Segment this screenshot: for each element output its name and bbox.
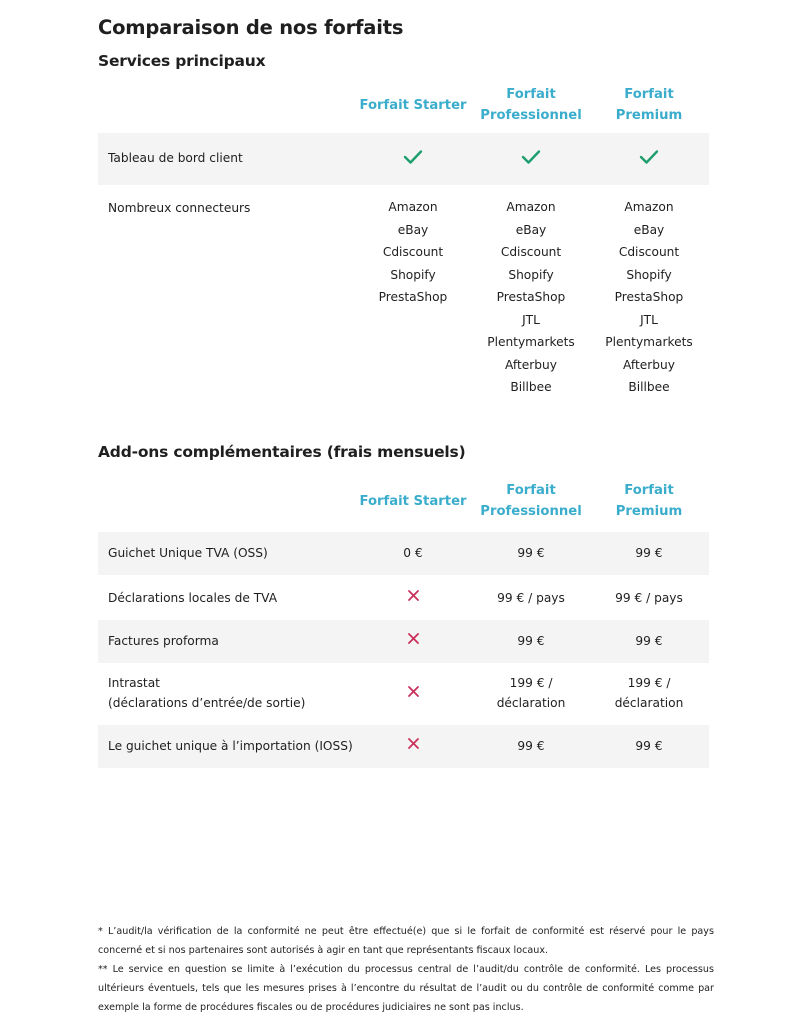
list-item: Cdiscount [618, 245, 680, 259]
addons-table [98, 476, 709, 776]
cell-professionnel: 99 € / pays [497, 591, 565, 605]
cell-starter [354, 684, 472, 704]
row-label: Déclarations locales de TVA [108, 591, 278, 605]
table-row-local-vat [98, 576, 709, 619]
check-icon [521, 149, 541, 165]
page-title: Comparaison de nos forfaits [98, 16, 404, 39]
list-item: eBay [633, 222, 665, 237]
cross-icon [407, 685, 420, 698]
row-label [108, 673, 305, 713]
cell-premium [590, 673, 708, 713]
row-label-line: Intrastat [108, 676, 160, 690]
row-label: Tableau de bord client [108, 151, 243, 165]
list-item: PrestaShop [496, 290, 566, 304]
cell-line: déclaration [496, 696, 566, 710]
list-item: Shopify [390, 267, 436, 282]
cell-premium [590, 149, 708, 171]
row-label: Factures proforma [108, 634, 219, 648]
list-item: Plentymarkets [605, 335, 693, 349]
cell-starter [354, 588, 472, 608]
cell-starter [354, 736, 472, 756]
table-row-oss [98, 532, 709, 575]
list-item: JTL [640, 312, 658, 327]
list-item: PrestaShop [378, 290, 448, 304]
list-item: Afterbuy [623, 357, 675, 372]
cell-starter [354, 631, 472, 651]
row-label: Guichet Unique TVA (OSS) [108, 546, 268, 560]
cell-starter: 0 € [403, 546, 423, 560]
list-item: Billbee [628, 380, 670, 394]
cell-starter [354, 149, 472, 171]
cell-premium: 99 € / pays [615, 591, 683, 605]
check-icon [403, 149, 423, 165]
list-item: JTL [522, 312, 540, 327]
list-item: Shopify [508, 267, 554, 282]
column-header-starter: Forfait Starter [359, 97, 467, 113]
cell-professionnel: 99 € [517, 546, 545, 560]
footnotes [98, 922, 714, 1017]
table-row-dashboard [98, 133, 709, 185]
cell-line: 199 € / [509, 676, 553, 690]
cross-icon [407, 589, 420, 602]
table-row-proforma [98, 620, 709, 663]
section-title-addons: Add-ons complémentaires (frais mensuels) [98, 443, 466, 461]
column-header-professionnel: Forfait Professionnel [480, 87, 582, 123]
list-item: Cdiscount [382, 245, 444, 259]
cross-icon [407, 632, 420, 645]
column-header-premium: Forfait Premium [615, 87, 683, 123]
cell-premium-connectors [590, 196, 708, 399]
cell-line: 199 € / [627, 676, 671, 690]
column-header-premium: Forfait Premium [615, 483, 683, 519]
footnote-1: * L’audit/la vérification de la conformité ne peut être effectué(e) que si le forfait de conformité est réservé pour le pays concerné et si nos partenaires sont autorisés à agir en tant que représentants fiscaux locaux. [98, 926, 714, 956]
list-item: eBay [515, 222, 547, 237]
row-label: Nombreux connecteurs [108, 201, 251, 215]
list-item: Amazon [506, 200, 556, 214]
cell-professionnel [472, 673, 590, 713]
list-item: PrestaShop [614, 290, 684, 304]
table-row-intrastat [98, 664, 709, 724]
cell-premium: 99 € [635, 634, 663, 648]
footnote-2: ** Le service en question se limite à l’exécution du processus central de l’audit/du contrôle de conformité. Les processus ultérieurs éventuels, tels que les mesures prises à l’encontre du résultat de l’audit ou du contrôle de conformité comme par exemple la forme de procédures fiscales ou de procédures judiciaires ne sont pas inclus. [98, 964, 714, 1013]
cell-professionnel: 99 € [517, 634, 545, 648]
cell-starter-connectors [354, 196, 472, 309]
row-label-line: (déclarations d’entrée/de sortie) [108, 696, 306, 710]
section-title-services: Services principaux [98, 52, 266, 70]
list-item: eBay [397, 222, 429, 237]
list-item: Billbee [510, 380, 552, 394]
services-table [98, 80, 709, 420]
cell-professionnel-connectors [472, 196, 590, 399]
check-icon [639, 149, 659, 165]
list-item: Afterbuy [505, 357, 557, 372]
column-header-professionnel: Forfait Professionnel [480, 483, 582, 519]
cross-icon [407, 737, 420, 750]
column-header-starter: Forfait Starter [359, 493, 467, 509]
list-item: Cdiscount [500, 245, 562, 259]
cell-professionnel [472, 149, 590, 171]
list-item: Shopify [626, 267, 672, 282]
list-item: Plentymarkets [487, 335, 575, 349]
cell-line: déclaration [614, 696, 684, 710]
cell-premium: 99 € [635, 546, 663, 560]
list-item: Amazon [624, 200, 674, 214]
cell-premium: 99 € [635, 739, 663, 753]
table-row-connectors [98, 196, 709, 406]
table-row-ioss [98, 725, 709, 768]
list-item: Amazon [388, 200, 438, 214]
cell-professionnel: 99 € [517, 739, 545, 753]
row-label: Le guichet unique à l’importation (IOSS) [108, 739, 353, 753]
